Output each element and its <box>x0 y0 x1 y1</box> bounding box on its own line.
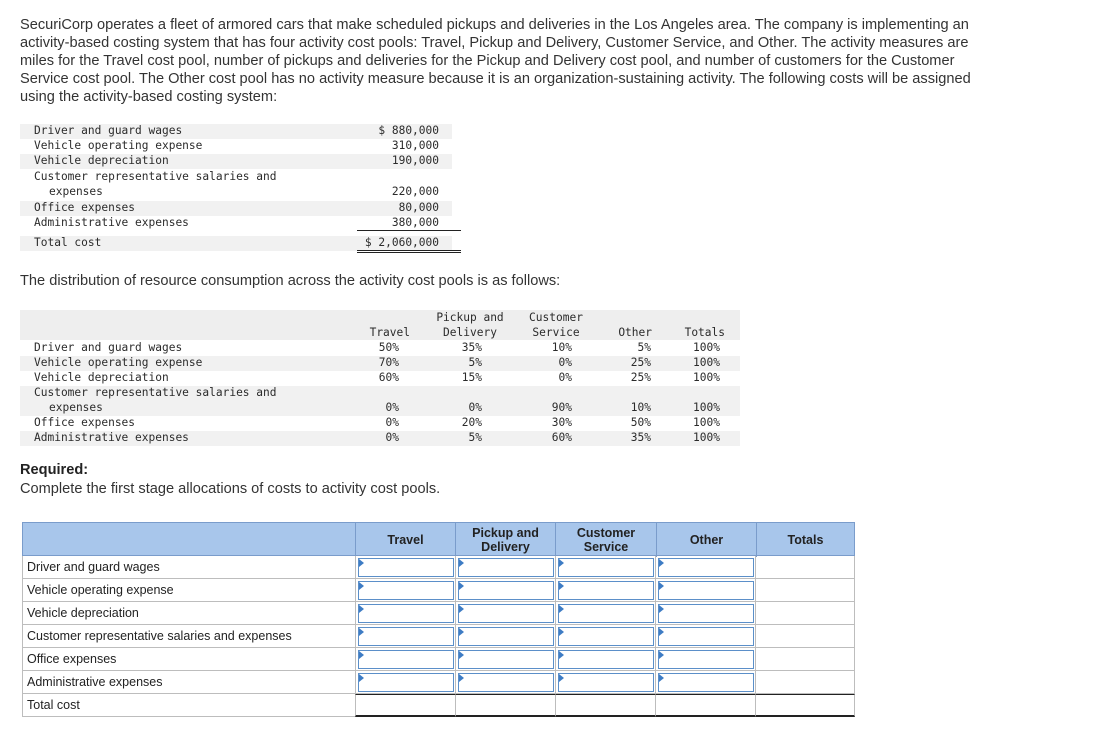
vehicle-operating-travel-input[interactable] <box>358 581 454 600</box>
answer-row-label: Administrative expenses <box>22 671 355 694</box>
totals-pct: 100% <box>693 401 720 414</box>
cell-travel <box>355 625 455 648</box>
cell-marker-icon <box>559 605 564 613</box>
header-pickup-line1: Pickup and <box>436 311 504 324</box>
vehicle-depreciation-customer-input[interactable] <box>558 604 654 623</box>
pickup-pct: 20% <box>461 416 482 429</box>
cell-other <box>655 671 755 694</box>
answer-row-administrative <box>22 671 855 694</box>
row-label: Customer representative salaries and <box>34 386 277 399</box>
vehicle-depreciation-travel-input[interactable] <box>358 604 454 623</box>
totals-pct: 100% <box>693 371 720 384</box>
travel-pct: 0% <box>385 401 399 414</box>
answer-grid <box>22 522 855 717</box>
cost-value: 380,000 <box>391 216 439 229</box>
answer-row-office-expenses <box>22 648 855 671</box>
cell-customer <box>555 671 655 694</box>
subtotal-rule <box>357 230 461 231</box>
col-header-pickup-line1: Pickup and <box>472 526 539 540</box>
customer-pct: 90% <box>551 401 572 414</box>
total-double-rule <box>357 250 461 253</box>
other-pct: 10% <box>630 401 651 414</box>
driver-wages-travel-input[interactable] <box>358 558 454 577</box>
cell-marker-icon <box>559 651 564 659</box>
cost-label-continued: expenses <box>49 185 103 198</box>
cell-other <box>655 602 755 625</box>
office-expenses-pickup-input[interactable] <box>458 650 554 669</box>
cell-pickup <box>455 671 555 694</box>
travel-pct: 0% <box>385 416 399 429</box>
cost-value: 220,000 <box>391 185 439 198</box>
customer-rep-pickup-input[interactable] <box>458 627 554 646</box>
cost-label: Office expenses <box>34 201 136 214</box>
customer-pct: 0% <box>558 371 572 384</box>
administrative-customer-input[interactable] <box>558 673 654 692</box>
distribution-row <box>20 386 740 416</box>
distribution-row <box>20 371 740 386</box>
cell-totals <box>755 556 855 579</box>
answer-row-label: Driver and guard wages <box>22 556 355 579</box>
problem-intro: SecuriCorp operates a fleet of armored cars that make scheduled pickups and deliveries in the Los Angeles area. The company is implementing an activity-based costing system that has four activity cost pools: Travel, Pickup and Delivery, Customer Service, and Other. The activity measures are miles for the Travel cost pool, number of pickups and deliveries for the Pickup and Delivery cost pool, and number of customers for the Customer Service cost pool. The Other cost pool has no activity measure because it is an organization-sustaining activity. The following costs will be assigned using the activity-based costing system: <box>20 17 971 105</box>
cell-customer <box>555 625 655 648</box>
pickup-pct: 15% <box>461 371 482 384</box>
vehicle-depreciation-other-input[interactable] <box>658 604 754 623</box>
cell-totals <box>755 602 855 625</box>
header-totals: Totals <box>684 326 725 339</box>
administrative-travel-input[interactable] <box>358 673 454 692</box>
travel-pct: 0% <box>385 431 399 444</box>
cell-other <box>655 579 755 602</box>
cell-totals <box>755 625 855 648</box>
distribution-row <box>20 416 740 431</box>
vehicle-operating-other-input[interactable] <box>658 581 754 600</box>
cell-totals <box>755 648 855 671</box>
cell-marker-icon <box>559 674 564 682</box>
answer-row-label: Customer representative salaries and expenses <box>22 625 355 648</box>
cost-label: Driver and guard wages <box>34 124 183 137</box>
totals-pct: 100% <box>693 416 720 429</box>
col-header-travel-text: Travel <box>387 533 424 547</box>
cell-other <box>655 625 755 648</box>
cell-marker-icon <box>459 605 464 613</box>
cell-pickup <box>455 648 555 671</box>
answer-row-customer-rep <box>22 625 855 648</box>
answer-total-label: Total cost <box>22 694 355 717</box>
cell-other <box>655 648 755 671</box>
administrative-other-input[interactable] <box>658 673 754 692</box>
customer-pct: 30% <box>551 416 572 429</box>
cell-pickup <box>455 625 555 648</box>
distribution-row <box>20 431 740 446</box>
total-customer <box>555 694 655 717</box>
cell-pickup <box>455 602 555 625</box>
customer-rep-customer-input[interactable] <box>558 627 654 646</box>
driver-wages-pickup-input[interactable] <box>458 558 554 577</box>
cost-value: 190,000 <box>391 154 439 167</box>
cell-marker-icon <box>459 674 464 682</box>
cost-value: 80,000 <box>398 201 439 214</box>
pickup-pct: 0% <box>468 401 482 414</box>
row-label: Vehicle operating expense <box>34 356 203 369</box>
pickup-pct: 5% <box>468 356 482 369</box>
cell-customer <box>555 648 655 671</box>
customer-rep-other-input[interactable] <box>658 627 754 646</box>
cell-marker-icon <box>459 628 464 636</box>
total-other <box>655 694 755 717</box>
administrative-pickup-input[interactable] <box>458 673 554 692</box>
col-header-totals <box>756 523 854 557</box>
required-heading: Required: <box>20 462 89 478</box>
distribution-row <box>20 356 740 371</box>
row-label-continued: expenses <box>49 401 103 414</box>
pickup-pct: 35% <box>461 341 482 354</box>
vehicle-operating-customer-input[interactable] <box>558 581 654 600</box>
cell-marker-icon <box>659 605 664 613</box>
answer-row-driver-wages <box>22 556 855 579</box>
required-text: Complete the first stage allocations of costs to activity cost pools. <box>20 481 441 497</box>
cost-total-row <box>20 236 452 251</box>
totals-pct: 100% <box>693 341 720 354</box>
cell-travel <box>355 556 455 579</box>
cell-travel <box>355 602 455 625</box>
vehicle-operating-pickup-input[interactable] <box>458 581 554 600</box>
cost-total-value: $ 2,060,000 <box>364 236 439 249</box>
customer-pct: 60% <box>551 431 572 444</box>
total-travel <box>355 694 455 717</box>
col-header-customer <box>555 523 656 557</box>
col-header-travel <box>355 523 455 557</box>
travel-pct: 50% <box>378 341 399 354</box>
answer-row-label: Office expenses <box>22 648 355 671</box>
cost-label: Administrative expenses <box>34 216 189 229</box>
cost-total-label: Total cost <box>34 236 102 249</box>
row-label: Vehicle depreciation <box>34 371 169 384</box>
cell-totals <box>755 579 855 602</box>
cost-value: 310,000 <box>391 139 439 152</box>
cell-travel <box>355 579 455 602</box>
cell-marker-icon <box>359 651 364 659</box>
answer-row-total-cost <box>22 694 855 717</box>
cell-marker-icon <box>659 628 664 636</box>
pickup-pct: 5% <box>468 431 482 444</box>
total-totals <box>755 694 855 717</box>
office-expenses-travel-input[interactable] <box>358 650 454 669</box>
cell-customer <box>555 579 655 602</box>
customer-rep-travel-input[interactable] <box>358 627 454 646</box>
cell-totals <box>755 671 855 694</box>
col-header-pickup-line2: Delivery <box>481 540 530 554</box>
customer-pct: 10% <box>551 341 572 354</box>
other-pct: 50% <box>630 416 651 429</box>
cell-marker-icon <box>659 651 664 659</box>
totals-pct: 100% <box>693 431 720 444</box>
customer-pct: 0% <box>558 356 572 369</box>
cell-marker-icon <box>559 582 564 590</box>
answer-row-label: Vehicle operating expense <box>22 579 355 602</box>
answer-row-label: Vehicle depreciation <box>22 602 355 625</box>
col-header-other-text: Other <box>689 533 724 547</box>
header-customer-line1: Customer <box>529 311 583 324</box>
header-travel: Travel <box>369 326 410 339</box>
travel-pct: 70% <box>378 356 399 369</box>
answer-row-vehicle-operating <box>22 579 855 602</box>
cell-customer <box>555 602 655 625</box>
col-header-customer-line2: Service <box>583 540 629 554</box>
cell-marker-icon <box>359 628 364 636</box>
cell-marker-icon <box>559 628 564 636</box>
vehicle-depreciation-pickup-input[interactable] <box>458 604 554 623</box>
cost-value: $ 880,000 <box>378 124 439 137</box>
cost-row <box>20 170 452 200</box>
col-header-customer-line1: Customer <box>576 526 636 540</box>
cell-marker-icon <box>359 559 364 567</box>
col-header-totals-text: Totals <box>787 533 824 547</box>
cost-label: Vehicle operating expense <box>34 139 203 152</box>
row-label: Office expenses <box>34 416 136 429</box>
totals-pct: 100% <box>693 356 720 369</box>
cell-other <box>655 556 755 579</box>
cell-pickup <box>455 579 555 602</box>
office-expenses-other-input[interactable] <box>658 650 754 669</box>
cell-customer <box>555 556 655 579</box>
cell-marker-icon <box>659 674 664 682</box>
cell-travel <box>355 671 455 694</box>
row-label: Administrative expenses <box>34 431 189 444</box>
cell-marker-icon <box>659 582 664 590</box>
cost-row <box>20 139 452 154</box>
header-customer-line2: Service <box>532 326 580 339</box>
cell-marker-icon <box>359 605 364 613</box>
answer-grid-header <box>22 522 855 556</box>
other-pct: 5% <box>637 341 651 354</box>
cost-row <box>20 124 452 139</box>
cell-marker-icon <box>459 651 464 659</box>
header-pickup-line2: Delivery <box>443 326 497 339</box>
cell-marker-icon <box>459 582 464 590</box>
distribution-row <box>20 341 740 356</box>
cost-label: Vehicle depreciation <box>34 154 169 167</box>
office-expenses-customer-input[interactable] <box>558 650 654 669</box>
other-pct: 25% <box>630 371 651 384</box>
cell-marker-icon <box>359 582 364 590</box>
distribution-intro: The distribution of resource consumption across the activity cost pools is as follows: <box>20 273 561 289</box>
travel-pct: 60% <box>378 371 399 384</box>
cost-row <box>20 216 452 231</box>
cost-row <box>20 154 452 169</box>
cell-marker-icon <box>359 674 364 682</box>
cost-row <box>20 201 452 216</box>
cost-label: Customer representative salaries and <box>34 170 277 183</box>
header-other: Other <box>618 326 652 339</box>
cell-marker-icon <box>459 559 464 567</box>
total-pickup <box>455 694 555 717</box>
cell-marker-icon <box>559 559 564 567</box>
other-pct: 25% <box>630 356 651 369</box>
row-label: Driver and guard wages <box>34 341 183 354</box>
col-header-other <box>656 523 756 557</box>
col-header-pickup <box>455 523 555 557</box>
driver-wages-other-input[interactable] <box>658 558 754 577</box>
cell-marker-icon <box>659 559 664 567</box>
answer-row-vehicle-depreciation <box>22 602 855 625</box>
cell-travel <box>355 648 455 671</box>
other-pct: 35% <box>630 431 651 444</box>
cell-pickup <box>455 556 555 579</box>
driver-wages-customer-input[interactable] <box>558 558 654 577</box>
